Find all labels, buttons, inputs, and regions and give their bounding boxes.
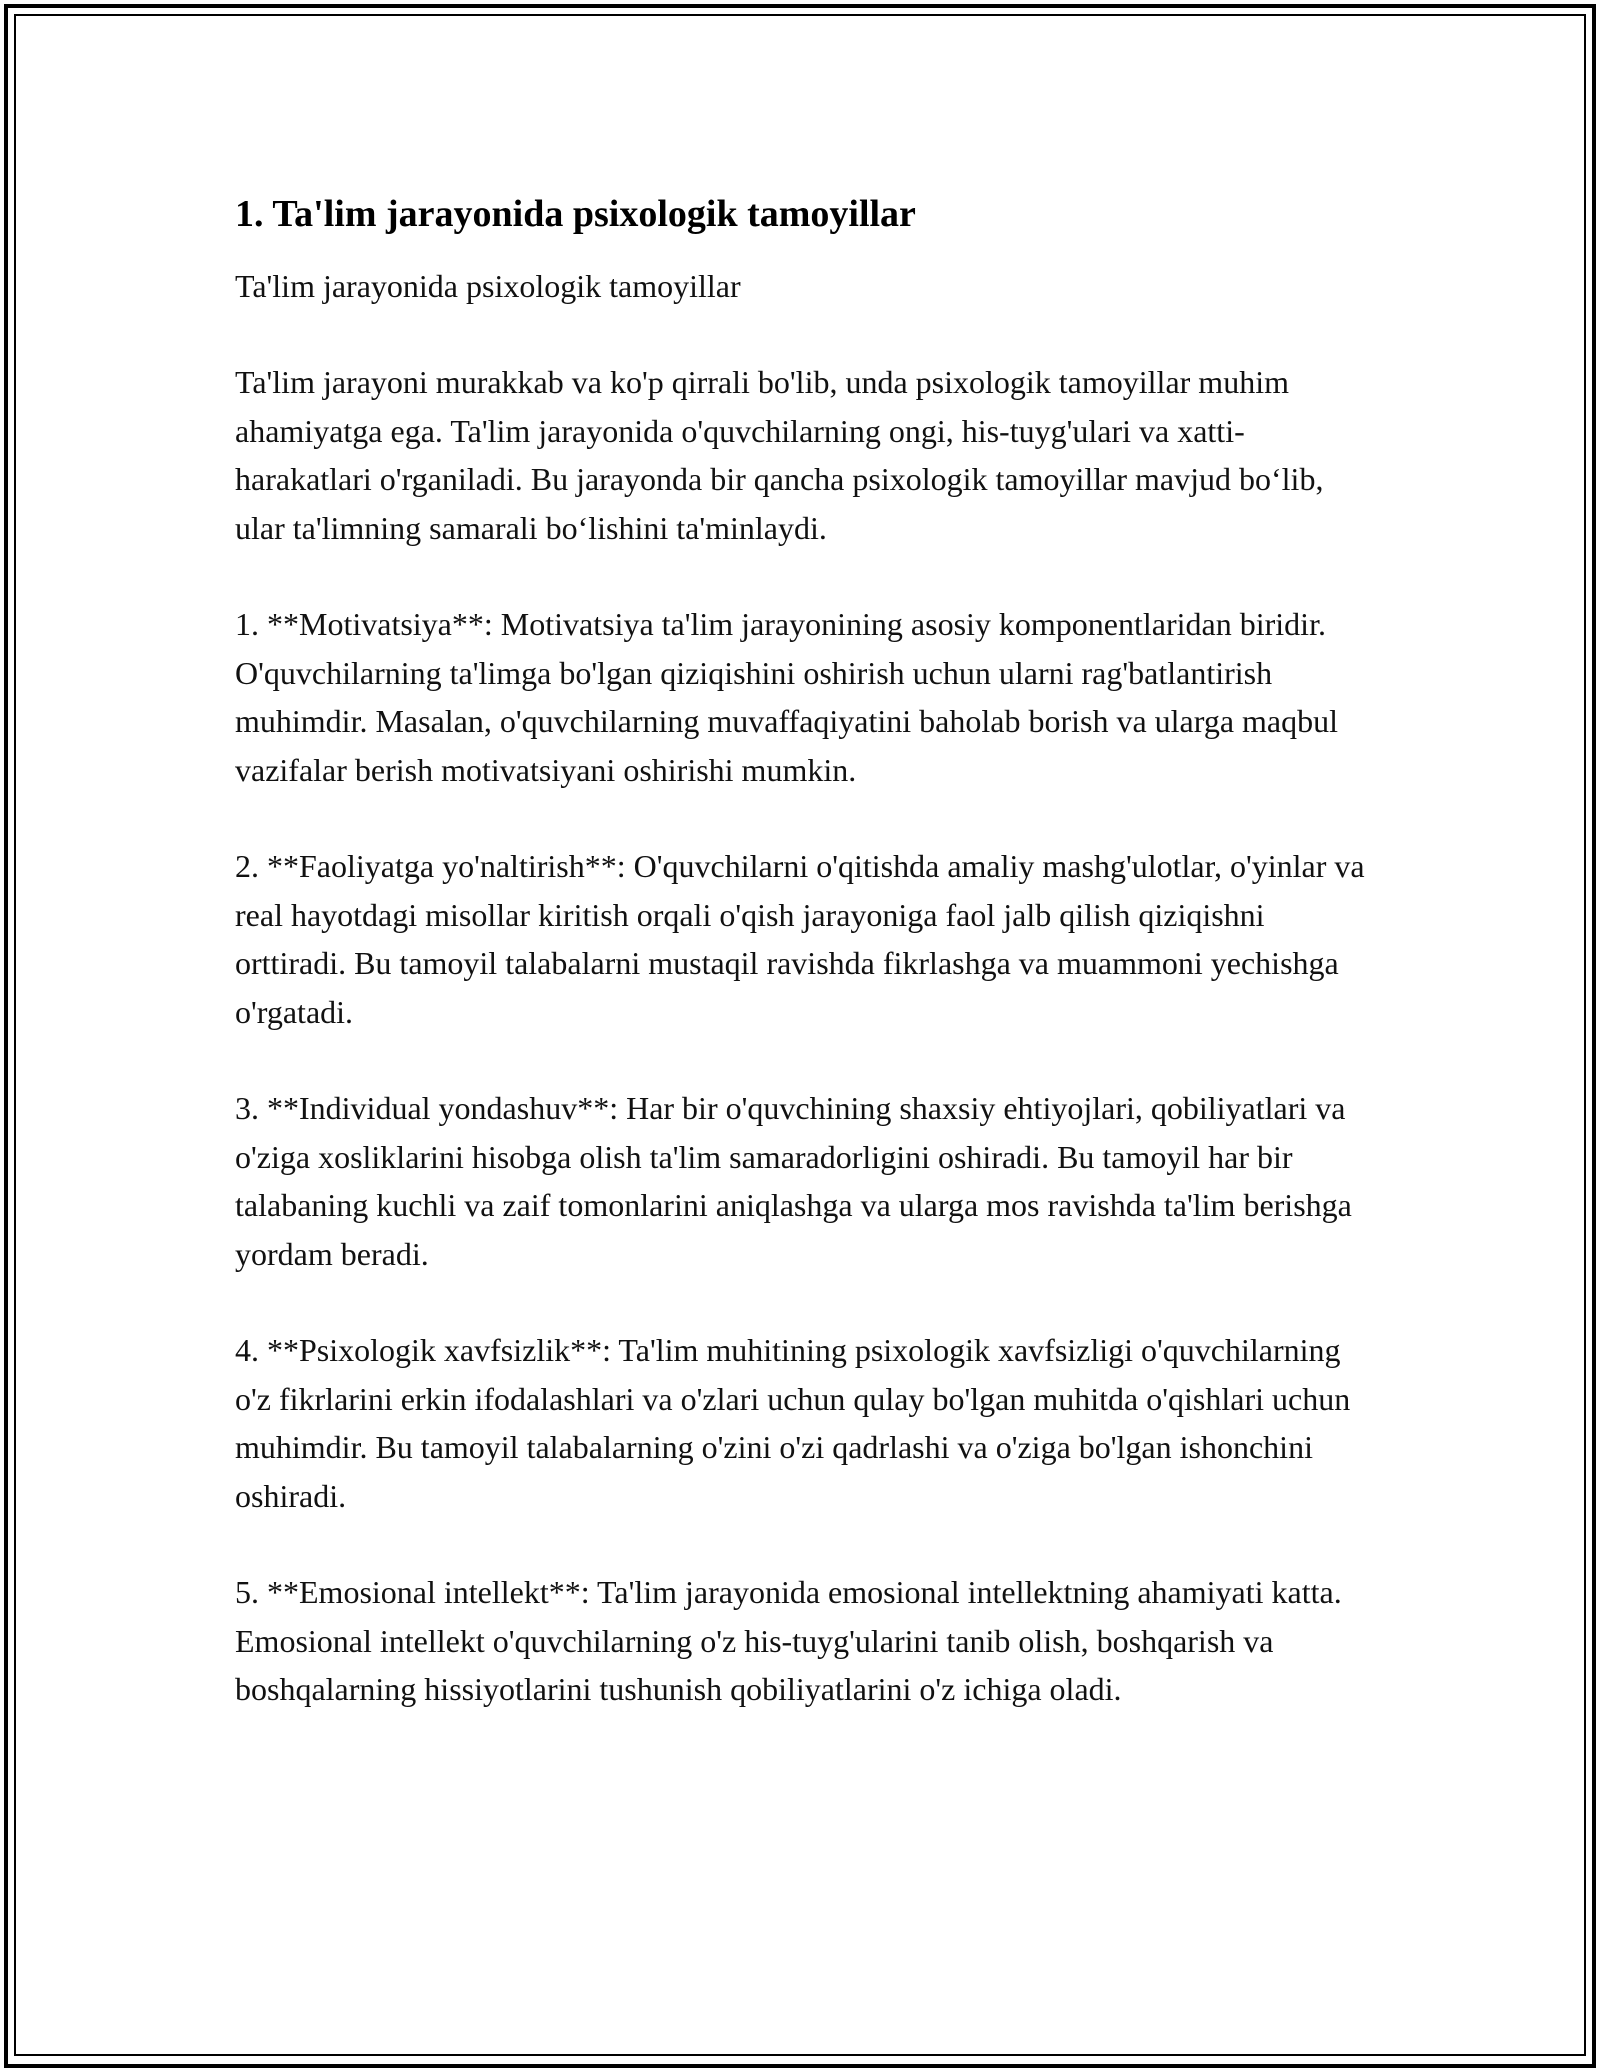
principle-motivation-paragraph: 1. **Motivatsiya**: Motivatsiya ta'lim jarayonining asosiy komponentlaridan biridir. O'quvchilarning ta'limga bo'lgan qiziqishini oshirish uchun ularni rag'batlantirish muhimdir. Masalan, o'quvchilarning muvaffaqiyatini baholab borish va ularga maqbul vazifalar berish motivatsiyani oshirishi mumkin. <box>235 606 1339 788</box>
principle-individual-paragraph: 3. **Individual yondashuv**: Har bir o'quvchining shaxsiy ehtiyojlari, qobiliyatlari va o'ziga xosliklarini hisobga olish ta'lim samaradorligini oshiradi. Bu tamoyil har bir talabaning kuchli va zaif tomonlarini aniqlashga va ularga mos ravishda ta'lim berishga yordam beradi. <box>235 1090 1352 1272</box>
document-body <box>235 188 1365 1714</box>
principle-activity-paragraph: 2. **Faoliyatga yo'naltirish**: O'quvchilarni o'qitishda amaliy mashg'ulotlar, o'yinlar va real hayotdagi misollar kiritish orqali o'qish jarayoniga faol jalb qilish qiziqishni orttiradi. Bu tamoyil talabalarni mustaqil ravishda fikrlashga va muammoni yechishga o'rgatadi. <box>235 848 1365 1030</box>
principle-safety-paragraph: 4. **Psixologik xavfsizlik**: Ta'lim muhitining psixologik xavfsizligi o'quvchilarning o'z fikrlarini erkin ifodalashlari va o'zlari uchun qulay bo'lgan muhitda o'qishlari uchun muhimdir. Bu tamoyil talabalarning o'zini o'zi qadrlashi va o'ziga bo'lgan ishonchini oshiradi. <box>235 1332 1351 1514</box>
section-subtitle: Ta'lim jarayonida psixologik tamoyillar <box>235 268 741 304</box>
section-heading: 1. Ta'lim jarayonida psixologik tamoyillar <box>235 193 916 235</box>
principle-emotional-paragraph: 5. **Emosional intellekt**: Ta'lim jarayonida emosional intellektning ahamiyati katta. Emosional intellekt o'quvchilarning o'z his-tuyg'ularini tanib olish, boshqarish va boshqalarning hissiyotlarini tushunish qobiliyatlarini o'z ichiga oladi. <box>235 1574 1342 1707</box>
intro-paragraph: Ta'lim jarayoni murakkab va ko'p qirrali bo'lib, unda psixologik tamoyillar muhim ahamiyatga ega. Ta'lim jarayonida o'quvchilarning ongi, his-tuyg'ulari va xatti-harakatlari o'rganiladi. Bu jarayonda bir qancha psixologik tamoyillar mavjud bo‘lib, ular ta'limning samarali bo‘lishini ta'minlaydi. <box>235 364 1324 546</box>
